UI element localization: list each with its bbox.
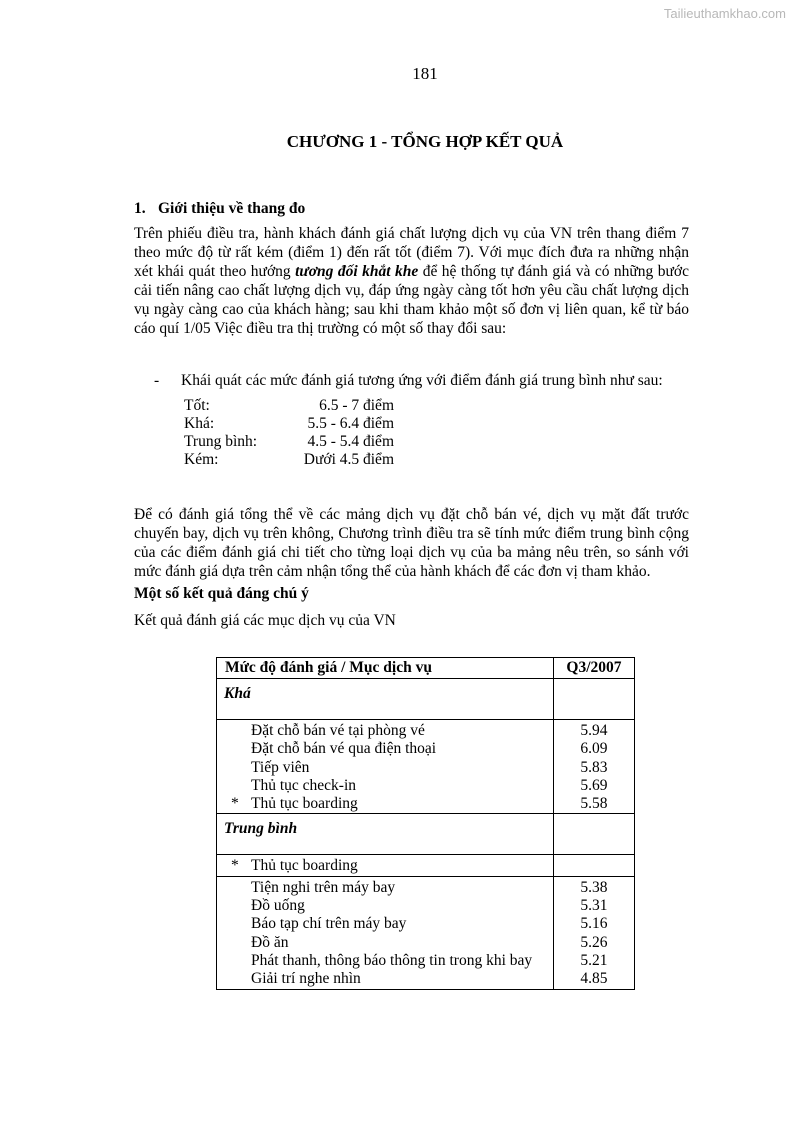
table-caption: Kết quả đánh giá các mục dịch vụ của VN (134, 612, 396, 629)
table-item: Tiếp viên (251, 758, 310, 776)
level-name: Khá: (184, 415, 215, 432)
watermark: Tailieuthamkhao.com (663, 6, 786, 21)
group-label: Trung bình (217, 814, 554, 855)
table-value: 4.85 (580, 970, 608, 988)
section-number: 1. (134, 200, 146, 217)
page-number: 181 (412, 64, 438, 83)
items-names-cell (217, 876, 554, 989)
intro-emphasis: tương đối khắt khe (295, 263, 419, 280)
table-item: Thủ tục check-in (251, 776, 357, 794)
asterisk-marker: * (231, 857, 239, 875)
items-values-cell (553, 876, 634, 989)
table-value: 5.21 (580, 951, 608, 969)
chapter-title: CHƯƠNG 1 - TỔNG HỢP KẾT QUẢ (286, 132, 564, 151)
results-table (216, 657, 635, 990)
level-range: 4.5 - 5.4 điểm (307, 433, 394, 450)
bullet-item (154, 371, 663, 390)
header-criteria: Mức độ đánh giá / Mục dịch vụ (217, 658, 554, 679)
items-row-trung-binh (217, 876, 635, 989)
intro-paragraph (134, 224, 689, 338)
header-period: Q3/2007 (553, 658, 634, 679)
table-item: Đặt chỗ bán vé qua điện thoại (251, 740, 437, 758)
table-item (217, 795, 553, 813)
table-value: 5.83 (580, 758, 608, 776)
items-names-cell (217, 855, 554, 876)
table-item: Phát thanh, thông báo thông tin trong khi bay (251, 951, 533, 969)
table-item: Đồ uống (251, 897, 305, 915)
level-range: Dưới 4.5 điểm (303, 451, 394, 468)
item-name: Thủ tục boarding (251, 857, 358, 875)
group-row-trung-binh (217, 814, 635, 855)
group-row-kha (217, 679, 635, 720)
table-item: Báo tạp chí trên máy bay (251, 915, 407, 933)
group-value-cell (553, 814, 634, 855)
bullet-text: Khái quát các mức đánh giá tương ứng với điểm đánh giá trung bình như sau: (181, 372, 663, 389)
items-values-cell (553, 855, 634, 876)
item-name: Thủ tục boarding (251, 795, 358, 813)
starred-row-trung-binh (217, 855, 635, 876)
table-value: 5.69 (580, 776, 608, 794)
rating-level-row (184, 433, 394, 451)
items-values-cell (553, 720, 634, 814)
table-value: 5.31 (580, 897, 608, 915)
asterisk-marker: * (231, 795, 239, 813)
items-row-kha (217, 720, 635, 814)
items-names-cell (217, 720, 554, 814)
section-title: Giới thiệu về thang đo (158, 200, 306, 217)
level-name: Trung bình: (184, 433, 258, 450)
level-name: Tốt: (184, 397, 210, 414)
table-item: Đồ ăn (251, 933, 289, 951)
intro-text-part1: Trên phiếu điều tra, hành khách đánh giá chất lượng dịch vụ của VN trên thang điểm 7 theo mức độ từ rất kém (điểm 1) đến rất tốt (điểm 7). Với mục đích đưa ra những nhận xét khái quát theo hướng (134, 225, 689, 280)
overall-paragraph: Để có đánh giá tổng thể về các mảng dịch vụ đặt chỗ bán vé, dịch vụ mặt đất trước chuyến bay, dịch vụ trên không, Chương trình điều tra sẽ tính mức điểm trung bình cộng của các điểm đánh giá chi tiết cho từng loại dịch vụ của ba mảng nêu trên, so sánh với mức đánh giá dựa trên cảm nhận tổng thể của hành khách để các đơn vị tham khảo. (134, 506, 689, 580)
level-range: 5.5 - 6.4 điểm (307, 415, 394, 432)
table-value: 5.16 (580, 915, 608, 933)
rating-level-row (184, 397, 394, 415)
level-range: 6.5 - 7 điểm (319, 397, 394, 414)
table-item (217, 857, 553, 875)
rating-level-row (184, 415, 394, 433)
group-label: Khá (217, 679, 554, 720)
table-value: 5.38 (580, 878, 608, 896)
level-name: Kém: (184, 451, 219, 468)
table-item: Đặt chỗ bán vé tại phòng vé (251, 722, 425, 739)
table-value: 5.58 (580, 795, 608, 813)
rating-levels-table (184, 397, 394, 469)
intro-text-part2: để hệ thống tự đánh giá và có những bước cải tiến nâng cao chất lượng dịch vụ, đáp ứng ngày càng tốt hơn yêu cầu chất lượng dịch vụ ngày càng cao của khách hàng; sau khi tham khảo một số đơn vị liên quan, kể từ báo cáo quí 1/05 Việc điều tra thị trường có một số thay đổi sau: (134, 263, 689, 337)
table-header-row (217, 658, 635, 679)
results-heading: Một số kết quả đáng chú ý (134, 585, 309, 602)
rating-level-row (184, 451, 394, 469)
table-item: Giải trí nghe nhìn (251, 970, 361, 988)
table-value: 5.26 (580, 933, 608, 951)
group-value-cell (553, 679, 634, 720)
table-value: 6.09 (580, 740, 608, 758)
section-heading (134, 200, 305, 218)
table-item: Tiện nghi trên máy bay (251, 878, 396, 896)
bullet-dash: - (154, 372, 160, 389)
table-value: 5.94 (580, 722, 608, 739)
